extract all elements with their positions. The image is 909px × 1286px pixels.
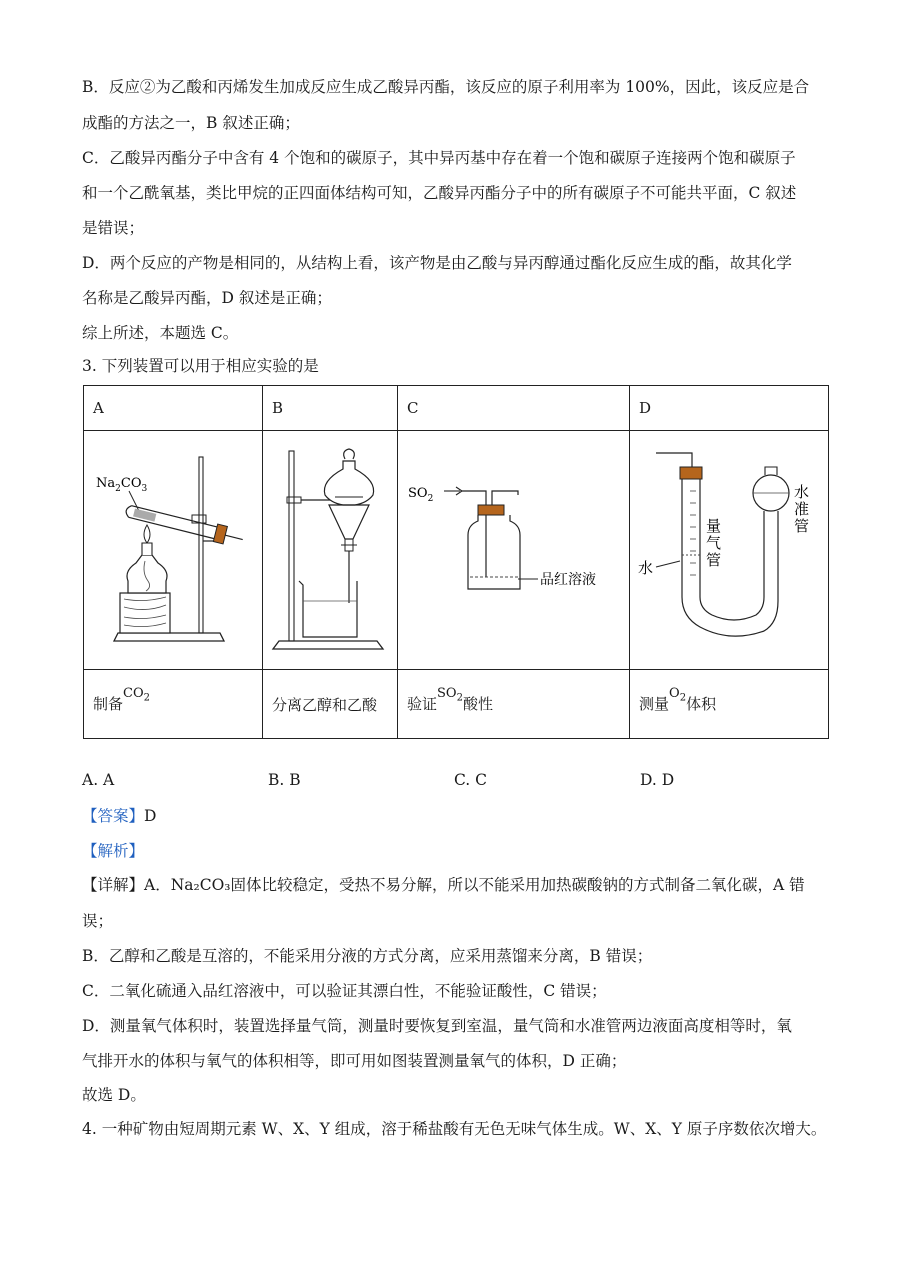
detail-line: 气排开水的体积与氧气的体积相等，即可用如图装置测量氧气的体积，D 正确； [82,1052,627,1070]
c-gas-label: SO [408,486,428,501]
detail-line: 【详解】A．Na₂CO₃固体比较稳定，受热不易分解，所以不能采用加热碳酸钠的方式制备二氧化碳，A 错 [82,876,805,894]
choice-d[interactable]: D. D [640,771,675,789]
caption-a: 制备$CO_2$ [84,670,263,739]
apparatus-c-gas-washing-bottle [398,431,629,665]
apparatus-a-cell [84,431,263,670]
answer-line [82,805,156,827]
detail-tag: 【详解】 [82,876,145,894]
header-d: D [630,386,829,431]
answer-tag: 【答案】 [82,807,145,825]
text-line: C．乙酸异丙酯分子中含有 4 个饱和的碳原子，其中异丙基中存在着一个饱和碳原子连接两个饱和碳原子 [82,149,796,167]
detail-line: D．测量氧气体积时，装置选择量气筒，测量时要恢复到室温，量气筒和水准管两边液面高度相等时，氧 [82,1017,792,1035]
d-gas-tube-label: 量气管 [706,517,722,569]
text-line: B．反应②为乙酸和丙烯发生加成反应生成乙酸异丙酯，该反应的原子利用率为 100%，因此，该反应是合 [82,78,810,96]
apparatus-b-cell [263,431,398,670]
caption-c: 验证$SO_2$酸性 [398,670,630,739]
apparatus-b-separatory-funnel [263,431,397,665]
text-line: 是错误； [82,219,145,237]
header-b: B [263,386,398,431]
apparatus-a-heating-tube [84,431,262,665]
caption-b: 分离乙醇和乙酸 [263,670,398,739]
text-line: 成酯的方法之一，B 叙述正确； [82,114,300,132]
analysis-tag: 【解析】 [82,842,145,860]
d-water-label: 水 [638,559,654,577]
apparatus-table [83,385,829,739]
text-line: 名称是乙酸异丙酯，D 叙述是正确； [82,289,332,307]
svg-text:Na2CO3: $Na_2CO_3$ [96,476,148,494]
detail-line: B．乙醇和乙酸是互溶的，不能采用分液的方式分离，应采用蒸馏来分离，B 错误； [82,947,653,965]
d-level-tube-label: 水准管 [794,483,810,535]
header-c: C [398,386,630,431]
choice-c[interactable]: C. C [454,771,488,789]
apparatus-d-gas-burette [630,431,828,665]
choice-a[interactable]: A. A [82,771,115,789]
choice-b[interactable]: B. B [268,771,301,789]
detail-line: 误； [82,912,114,930]
text-line: 综上所述，本题选 C。 [82,324,239,342]
apparatus-d-cell [630,431,829,670]
svg-text:SO2: $SO_2$ [408,486,434,504]
answer-value: D [144,807,157,825]
next-question: 4. 一种矿物由短周期元素 W、X、Y 组成，溶于稀盐酸有无色无味气体生成。W、X、Y 原子序数依次增大。 [82,1120,827,1138]
c-solution-label: 品红溶液 [540,572,596,588]
a-reagent-label: Na [96,476,116,491]
text-line: D．两个反应的产物是相同的，从结构上看，该产物是由乙酸与异丙醇通过酯化反应生成的酯，故其化学 [82,254,792,272]
text-line: 和一个乙酰氧基，类比甲烷的正四面体结构可知，乙酸异丙酯分子中的所有碳原子不可能共平面，C 叙述 [82,184,797,202]
header-a: A [84,386,263,431]
caption-d: 测量$O_2$体积 [630,670,829,739]
question-title: 3. 下列装置可以用于相应实验的是 [82,357,319,375]
apparatus-c-cell [398,431,630,670]
detail-line: 故选 D。 [82,1086,146,1104]
detail-line: C．二氧化硫通入品红溶液中，可以验证其漂白性，不能验证酸性，C 错误； [82,982,607,1000]
